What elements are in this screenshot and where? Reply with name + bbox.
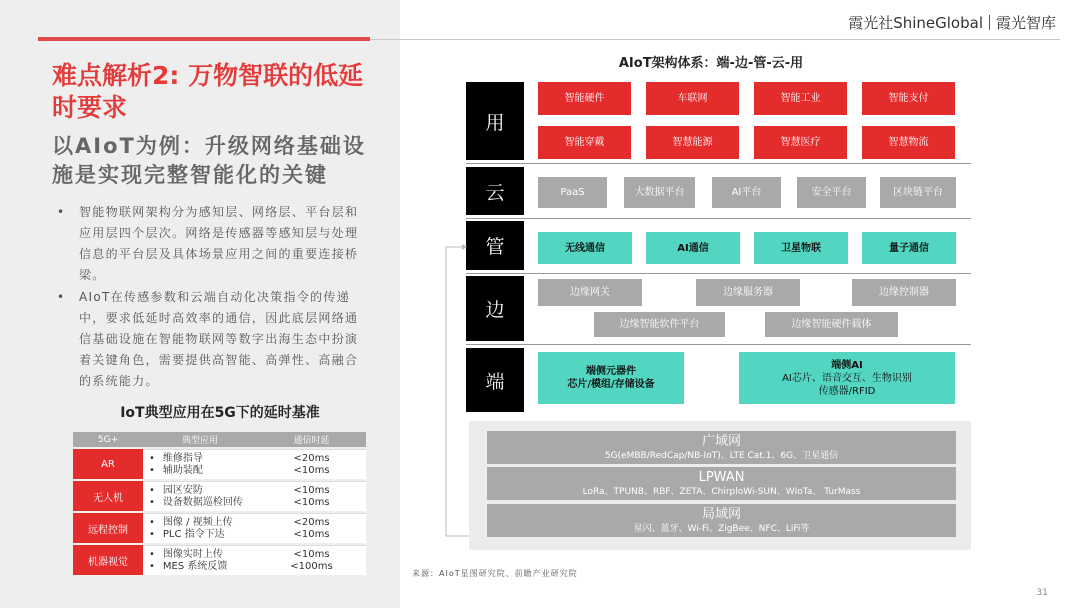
brand-name: 霞光智库 (995, 14, 1056, 32)
app-item: • 设备数据巡检回传 (149, 497, 257, 509)
device-component-sub: 芯片/模组/存储设备 (567, 379, 655, 390)
row-apps (143, 545, 257, 575)
table-header-row (73, 432, 366, 447)
app-item: • MES 系统反馈 (149, 561, 257, 573)
source-note: 来源：AIoT星图研究院、前瞻产业研究院 (412, 569, 578, 578)
row-apps (143, 513, 257, 543)
app-box: 智能支付 (862, 82, 955, 115)
app-item: • 图像实时上传 (149, 549, 257, 561)
row-latency (257, 449, 366, 479)
app-box: 智能穿戴 (538, 126, 631, 159)
latency-value: <10ms (293, 548, 330, 560)
app-item: • 图像 / 视频上传 (149, 517, 257, 529)
edge-box: 边缘控制器 (852, 279, 956, 306)
table-header: 典型应用 (143, 432, 257, 447)
layer-label-yun: 云 (466, 167, 524, 215)
app-box: 智能硬件 (538, 82, 631, 115)
row-apps (143, 481, 257, 511)
device-component-title: 端侧元器件 (586, 366, 636, 377)
device-ai-box (739, 352, 955, 404)
latency-value: <10ms (293, 484, 330, 496)
app-box: 智慧物流 (862, 126, 955, 159)
network-title: LPWAN (698, 469, 745, 485)
latency-value: <100ms (290, 560, 333, 572)
network-title: 局域网 (701, 506, 741, 522)
bullet-item: • AIoT在传感参数和云端自动化决策指令的传递中，要求低延时高效率的通信，因此底层网络通信基础设施在智能物联网等数字出海生态中扮演着关键角色，需要提供高智能、高弹性、高融合的系统能力。 (55, 287, 367, 392)
app-box: 智慧医疗 (754, 126, 847, 159)
cloud-box: 大数据平台 (624, 177, 695, 208)
device-ai-sub: AI芯片、语音交互、生物识别 (782, 372, 912, 384)
network-box (487, 504, 956, 537)
layer-divider (466, 344, 971, 345)
brand-header (848, 12, 1056, 33)
pipe-box: 量子通信 (862, 232, 956, 264)
app-box: 智慧能源 (646, 126, 739, 159)
pipe-box: AI通信 (646, 232, 740, 264)
network-box (487, 431, 956, 464)
app-item: • 辅助装配 (149, 465, 257, 477)
device-component-box (538, 352, 684, 404)
latency-table-title: IoT典型应用在5G下的延时基准 (120, 405, 320, 421)
pipe-box: 无线通信 (538, 232, 632, 264)
network-box (487, 467, 956, 500)
cloud-box: 区块链平台 (880, 177, 956, 208)
app-box: 智能工业 (754, 82, 847, 115)
table-row (73, 481, 366, 511)
layer-label-yong: 用 (466, 82, 524, 160)
row-category: 机器视觉 (73, 545, 143, 575)
edge-box: 边缘智能硬件载体 (765, 312, 898, 337)
pipe-box: 卫星物联 (754, 232, 848, 264)
layer-divider (466, 218, 971, 219)
table-row (73, 449, 366, 479)
layer-divider (466, 273, 971, 274)
bullet-list (55, 202, 367, 393)
table-row (73, 513, 366, 543)
latency-value: <20ms (293, 516, 330, 528)
header-divider (370, 39, 1060, 40)
row-latency (257, 545, 366, 575)
row-category: 无人机 (73, 481, 143, 511)
layer-label-bian: 边 (466, 276, 524, 341)
edge-box: 边缘网关 (538, 279, 642, 306)
app-item: • PLC 指令下达 (149, 529, 257, 541)
table-header: 通信时延 (257, 432, 366, 447)
latency-value: <10ms (293, 496, 330, 508)
layer-divider (466, 163, 971, 164)
latency-value: <10ms (293, 464, 330, 476)
row-category: AR (73, 449, 143, 479)
cloud-box: PaaS (538, 177, 607, 208)
latency-table (73, 430, 366, 577)
cloud-box: 安全平台 (797, 177, 866, 208)
device-ai-title: 端侧AI (831, 359, 863, 371)
cloud-box: AI平台 (712, 177, 781, 208)
title-accent-bar (38, 37, 370, 41)
edge-box: 边缘服务器 (696, 279, 800, 306)
network-title: 广域网 (701, 433, 741, 449)
brand-logo: 霞光社ShineGlobal (848, 14, 983, 32)
diagram-title: AIoT架构体系：端-边-管-云-用 (618, 56, 804, 71)
row-latency (257, 513, 366, 543)
page-subtitle: 以AIoT为例：升级网络基础设施是实现完整智能化的关键 (52, 134, 366, 187)
network-desc: 5G(eMBB/RedCap/NB-IoT)、LTE Cat.1、6G、卫星通信 (604, 450, 839, 461)
bullet-item: • 智能物联网架构分为感知层、网络层、平台层和应用层四个层次。网络是传感器等感知层与处理信息的平台层及具体场景应用之间的重要连接桥梁。 (55, 202, 367, 286)
app-item: • 园区安防 (149, 485, 257, 497)
network-desc: 星闪、蓝牙、Wi-Fi、ZigBee、NFC、LiFi等 (633, 523, 810, 534)
row-category: 远程控制 (73, 513, 143, 543)
latency-value: <10ms (293, 528, 330, 540)
page-number: 31 (1036, 588, 1048, 598)
layer-label-duan: 端 (466, 348, 524, 412)
layer-label-guan: 管 (466, 221, 524, 270)
app-box: 车联网 (646, 82, 739, 115)
latency-value: <20ms (293, 452, 330, 464)
row-apps (143, 449, 257, 479)
app-item: • 维修指导 (149, 453, 257, 465)
device-ai-sub: 传感器/RFID (818, 385, 876, 397)
row-latency (257, 481, 366, 511)
network-desc: LoRa、TPUNB、RBF、ZETA、ChirploWi-SUN、WIoTa、 TurMass (582, 486, 861, 497)
table-row (73, 545, 366, 575)
table-header: 5G+ (73, 432, 143, 447)
edge-box: 边缘智能软件平台 (594, 312, 725, 337)
page-title: 难点解析2: 万物智联的低延时要求 (52, 61, 364, 122)
brand-separator (989, 15, 990, 30)
